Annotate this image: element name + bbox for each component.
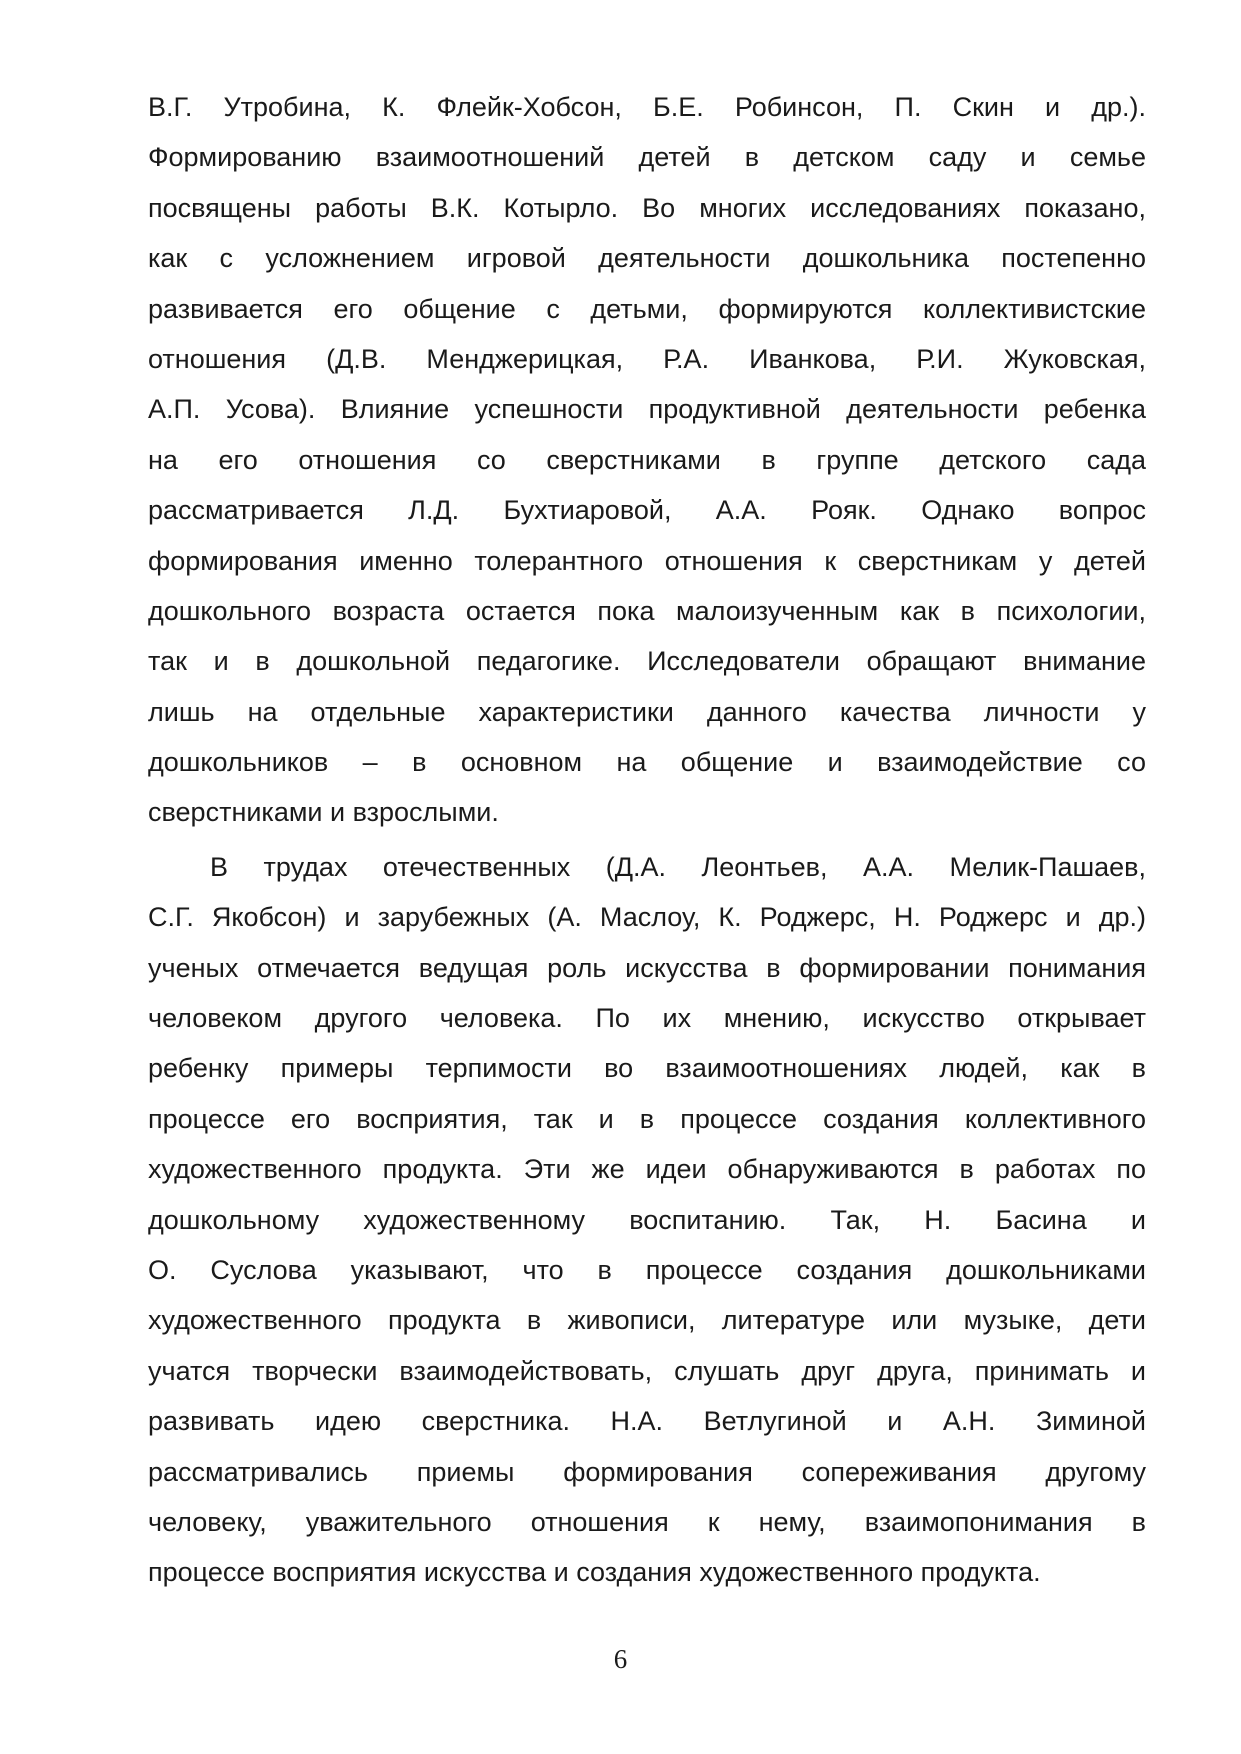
text-line: сверстниками и взрослыми. (148, 797, 499, 828)
text-line: процессе его восприятия, так и в процессе создания коллективного (148, 1103, 1146, 1134)
text-line: как с усложнением игровой деятельности дошкольника постепенно (148, 243, 1146, 274)
text-line: ребенку примеры терпимости во взаимоотношениях людей, как в (148, 1053, 1146, 1084)
text-line: художественного продукта в живописи, литературе или музыке, дети (148, 1305, 1146, 1336)
text-line: художественного продукта. Эти же идеи обнаруживаются в работах по (148, 1154, 1146, 1185)
text-line: человеком другого человека. По их мнению, искусство открывает (148, 1003, 1146, 1034)
text-line: дошкольному художественному воспитанию. Так, Н. Басина и (148, 1204, 1146, 1235)
text-line: Формированию взаимоотношений детей в детском саду и семье (148, 142, 1146, 173)
text-line: А.П. Усова). Влияние успешности продуктивной деятельности ребенка (148, 394, 1146, 425)
text-line: В трудах отечественных (Д.А. Леонтьев, А.А. Мелик-Пашаев, (210, 851, 1146, 882)
paragraph-2 (148, 842, 1146, 1598)
text-line: отношения (Д.В. Менджерицкая, Р.А. Иванкова, Р.И. Жуковская, (148, 343, 1146, 374)
text-line: так и в дошкольной педагогике. Исследователи обращают внимание (148, 646, 1146, 677)
text-line: формирования именно толерантного отношения к сверстникам у детей (148, 545, 1146, 576)
text-line: посвящены работы В.К. Котырло. Во многих исследованиях показано, (148, 192, 1146, 223)
document-body (148, 82, 1146, 1598)
text-line: ученых отмечается ведущая роль искусства в формировании понимания (148, 952, 1146, 983)
text-line: лишь на отдельные характеристики данного качества личности у (148, 696, 1146, 727)
text-line: С.Г. Якобсон) и зарубежных (А. Маслоу, К. Роджерс, Н. Роджерс и др.) (148, 902, 1146, 933)
text-line: развивать идею сверстника. Н.А. Ветлугиной и А.Н. Зиминой (148, 1406, 1146, 1437)
text-line: дошкольного возраста остается пока малоизученным как в психологии, (148, 595, 1146, 626)
text-line: рассматривается Л.Д. Бухтиаровой, А.А. Рояк. Однако вопрос (148, 495, 1146, 526)
text-line: дошкольников – в основном на общение и взаимодействие со (148, 747, 1146, 778)
text-line: развивается его общение с детьми, формируются коллективистские (148, 293, 1146, 324)
text-line: на его отношения со сверстниками в группе детского сада (148, 444, 1146, 475)
text-line: В.Г. Утробина, К. Флейк-Хобсон, Б.Е. Робинсон, П. Скин и др.). (148, 92, 1146, 122)
text-line: учатся творчески взаимодействовать, слушать друг друга, принимать и (148, 1355, 1146, 1386)
text-line: рассматривались приемы формирования сопереживания другому (148, 1456, 1146, 1487)
text-line: О. Суслова указывают, что в процессе создания дошкольниками (148, 1254, 1146, 1285)
paragraph-1 (148, 82, 1146, 838)
page-number: 6 (613, 1644, 628, 1674)
text-line: процессе восприятия искусства и создания художественного продукта. (148, 1557, 1041, 1588)
text-line: человеку, уважительного отношения к нему, взаимопонимания в (148, 1506, 1146, 1537)
